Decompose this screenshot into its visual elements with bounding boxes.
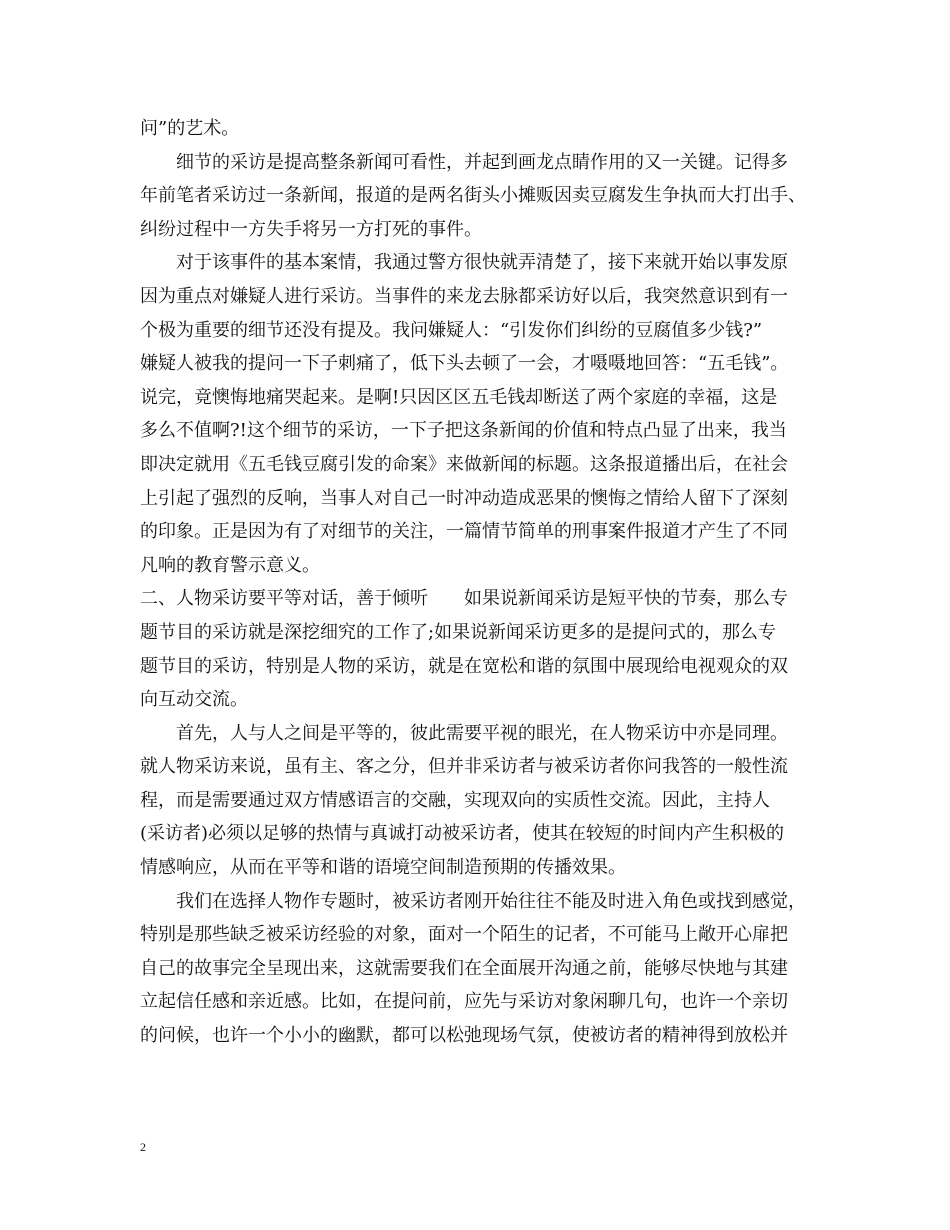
- text-line: 题节目的采访，特别是人物的采访，就是在宽松和谐的氛围中展现给电视观众的双: [140, 655, 788, 677]
- text-line: 的印象。正是因为有了对细节的关注，一篇情节简单的刑事案件报道才产生了不同: [140, 521, 788, 543]
- text-line: 首先，人与人之间是平等的，彼此需要平视的眼光，在人物采访中亦是同理。: [176, 722, 788, 744]
- text-line: 对于该事件的基本案情，我通过警方很快就弄清楚了，接下来就开始以事发原: [176, 252, 788, 274]
- text-line: 立起信任感和亲近感。比如，在提问前，应先与采访对象闲聊几句，也许一个亲切: [140, 991, 788, 1013]
- page-number: 2: [140, 1140, 146, 1154]
- text-line: 个极为重要的细节还没有提及。我问嫌疑人：“引发你们纠纷的豆腐值多少钱?”: [140, 319, 763, 341]
- text-line: (采访者)必须以足够的热情与真诚打动被采访者，使其在较短的时间内产生积极的: [140, 823, 785, 845]
- text-line: 问”的艺术。: [140, 118, 240, 139]
- text-line: 向互动交流。: [140, 689, 248, 711]
- text-line: 凡响的教育警示意义。: [140, 554, 320, 576]
- text-line: 就人物采访来说，虽有主、客之分，但并非采访者与被采访者你问我答的一般性流: [140, 756, 788, 778]
- text-line: 说完，竟懊悔地痛哭起来。是啊!只因区区五毛钱却断送了两个家庭的幸福，这是: [140, 386, 778, 408]
- text-line: 情感响应，从而在平等和谐的语境空间制造预期的传播效果。: [140, 857, 626, 879]
- text-line: 二、人物采访要平等对话，善于倾听 如果说新闻采访是短平快的节奏，那么专: [140, 588, 788, 610]
- text-line: 我们在选择人物作专题时，被采访者刚开始往往不能及时进入角色或找到感觉，: [176, 890, 806, 912]
- text-line: 多么不值啊?!这个细节的采访，一下子把这条新闻的价值和特点凸显了出来，我当: [140, 420, 787, 442]
- text-line: 的问候，也许一个小小的幽默，都可以松弛现场气氛，使被访者的精神得到放松并: [140, 1025, 788, 1047]
- text-line: 题节目的采访就是深挖细究的工作了;如果说新闻采访更多的是提问式的，那么专: [140, 621, 777, 643]
- text-line: 上引起了强烈的反响，当事人对自己一时冲动造成恶果的懊悔之情给人留下了深刻: [140, 487, 788, 509]
- text-line: 年前笔者采访过一条新闻，报道的是两名街头小摊贩因卖豆腐发生争执而大打出手、: [140, 185, 806, 207]
- text-line: 纠纷过程中一方失手将另一方打死的事件。: [140, 218, 482, 240]
- text-line: 嫌疑人被我的提问一下子刺痛了，低下头去顿了一会，才嗫嗫地回答：“五毛钱”。: [140, 353, 789, 375]
- text-line: 自己的故事完全呈现出来，这就需要我们在全面展开沟通之前，能够尽快地与其建: [140, 957, 788, 979]
- text-line: 即决定就用《五毛钱豆腐引发的命案》来做新闻的标题。这条报道播出后，在社会: [140, 453, 788, 475]
- text-line: 特别是那些缺乏被采访经验的对象，面对一个陌生的记者，不可能马上敞开心扉把: [140, 924, 788, 946]
- text-line: 细节的采访是提高整条新闻可看性，并起到画龙点睛作用的又一关键。记得多: [176, 151, 788, 173]
- text-line: 因为重点对嫌疑人进行采访。当事件的来龙去脉都采访好以后，我突然意识到有一: [140, 285, 788, 307]
- document-body: [140, 112, 830, 1053]
- text-line: 程，而是需要通过双方情感语言的交融，实现双向的实质性交流。因此，主持人: [140, 789, 770, 811]
